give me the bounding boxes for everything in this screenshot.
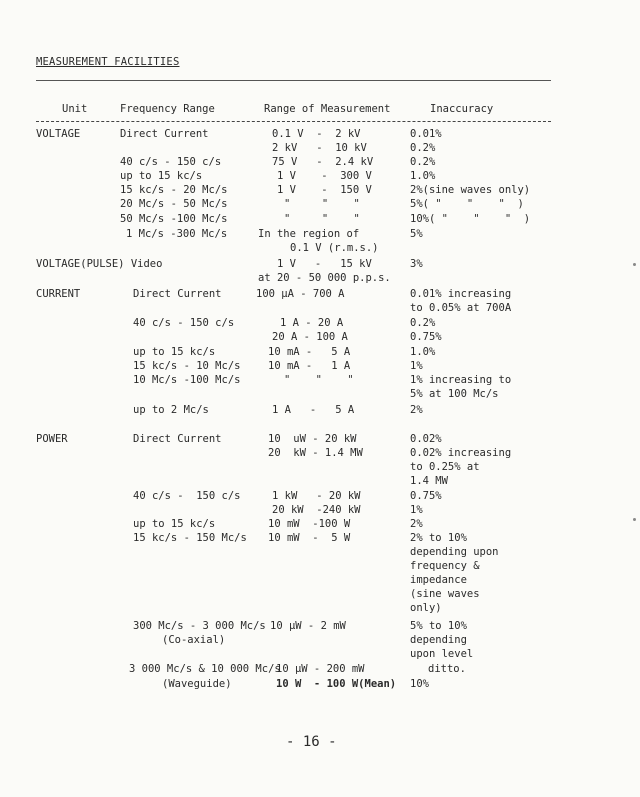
freq-cell: 40 c/s - 150 c/s: [120, 156, 222, 168]
inacc-cell: only): [410, 602, 442, 614]
range-cell: 10 µW - 2 mW: [270, 620, 346, 632]
range-cell: 10 mA - 1 A: [268, 360, 351, 372]
inacc-cell: impedance: [410, 574, 467, 586]
range-cell: " " ": [284, 198, 360, 210]
scan-speck: [633, 263, 636, 266]
header-unit: Unit: [62, 103, 88, 115]
scan-speck: [633, 518, 636, 521]
inacc-cell: 1% increasing to: [410, 374, 512, 386]
inacc-cell: 5% to 10%: [410, 620, 467, 632]
inacc-cell: 1.0%: [410, 346, 436, 358]
inacc-cell: 0.02%: [410, 433, 442, 445]
inacc-cell: depending: [410, 634, 467, 646]
range-cell: 10 mA - 5 A: [268, 346, 351, 358]
freq-cell: 3 000 Mc/s & 10 000 Mc/s: [129, 663, 281, 675]
range-cell: 75 V - 2.4 kV: [272, 156, 374, 168]
inacc-cell: 5% at 100 Mc/s: [410, 388, 499, 400]
inacc-cell: 0.02% increasing: [410, 447, 512, 459]
inacc-cell: 0.75%: [410, 490, 442, 502]
range-cell: 10 mW -100 W: [268, 518, 351, 530]
freq-cell: Direct Current: [133, 288, 222, 300]
inacc-cell: 1.4 MW: [410, 475, 448, 487]
header-inaccuracy: Inaccuracy: [430, 103, 494, 115]
unit-current: CURRENT: [36, 288, 81, 300]
range-cell: 10 mW - 5 W: [268, 532, 351, 544]
range-cell: 10 µW - 200 mW: [276, 663, 365, 675]
freq-cell: 15 kc/s - 150 Mc/s: [133, 532, 247, 544]
range-cell: " " ": [284, 213, 360, 225]
freq-cell: 50 Mc/s -100 Mc/s: [120, 213, 228, 225]
range-cell: 20 kW - 1.4 MW: [268, 447, 363, 459]
range-cell: 20 kW -240 kW: [272, 504, 361, 516]
range-cell: In the region of: [258, 228, 360, 240]
inacc-cell: 5%( " " " ): [410, 198, 524, 210]
header-rule: [36, 121, 551, 122]
freq-cell: 40 c/s - 150 c/s: [133, 317, 235, 329]
freq-cell: (Co-axial): [162, 634, 226, 646]
range-cell: 100 µA - 700 A: [256, 288, 345, 300]
freq-cell: 40 c/s - 150 c/s: [133, 490, 241, 502]
range-cell: 10 W - 100 W(Mean): [276, 678, 397, 690]
freq-cell: up to 15 kc/s: [120, 170, 203, 182]
freq-cell: Direct Current: [133, 433, 222, 445]
inacc-cell: 10%: [410, 678, 429, 690]
freq-cell: 1 Mc/s -300 Mc/s: [126, 228, 228, 240]
inacc-cell: 0.2%: [410, 317, 436, 329]
range-cell: 2 kV - 10 kV: [272, 142, 367, 154]
page-number: - 16 -: [286, 734, 337, 750]
freq-cell: 20 Mc/s - 50 Mc/s: [120, 198, 228, 210]
page-title: MEASUREMENT FACILITIES: [36, 56, 180, 68]
inacc-cell: 5%: [410, 228, 423, 240]
freq-cell: (Waveguide): [162, 678, 232, 690]
range-cell: 1 kW - 20 kW: [272, 490, 361, 502]
inacc-cell: 2% to 10%: [410, 532, 467, 544]
inacc-cell: 10%( " " " ): [410, 213, 531, 225]
freq-cell: up to 2 Mc/s: [133, 404, 209, 416]
top-rule: [36, 80, 551, 81]
inacc-cell: frequency &: [410, 560, 480, 572]
unit-voltage: VOLTAGE: [36, 128, 81, 140]
range-cell: 1 V - 300 V: [277, 170, 372, 182]
inacc-cell: (sine waves: [410, 588, 480, 600]
range-cell: 0.1 V (r.m.s.): [290, 242, 379, 254]
range-cell: 1 A - 20 A: [280, 317, 344, 329]
freq-cell: up to 15 kc/s: [133, 518, 216, 530]
header-range: Range of Measurement: [264, 103, 391, 115]
freq-cell: up to 15 kc/s: [133, 346, 216, 358]
freq-cell: 15 kc/s - 20 Mc/s: [120, 184, 228, 196]
header-frequency: Frequency Range: [120, 103, 215, 115]
range-cell: 1 V - 15 kV: [277, 258, 372, 270]
range-cell: " " ": [284, 374, 354, 386]
inacc-cell: 0.01% increasing: [410, 288, 512, 300]
inacc-cell: 2%: [410, 404, 423, 416]
inacc-cell: upon level: [410, 648, 474, 660]
inacc-cell: ditto.: [428, 663, 466, 675]
inacc-cell: 0.01%: [410, 128, 442, 140]
range-cell: at 20 - 50 000 p.p.s.: [258, 272, 391, 284]
inacc-cell: 0.75%: [410, 331, 442, 343]
freq-cell: 300 Mc/s - 3 000 Mc/s: [133, 620, 266, 632]
inacc-cell: 2%: [410, 518, 423, 530]
range-cell: 10 uW - 20 kW: [268, 433, 357, 445]
inacc-cell: 1.0%: [410, 170, 436, 182]
inacc-cell: to 0.25% at: [410, 461, 480, 473]
inacc-cell: depending upon: [410, 546, 499, 558]
inacc-cell: to 0.05% at 700A: [410, 302, 512, 314]
unit-voltage-pulse: VOLTAGE(PULSE) Video: [36, 258, 163, 270]
freq-cell: Direct Current: [120, 128, 209, 140]
range-cell: 20 A - 100 A: [272, 331, 348, 343]
inacc-cell: 1%: [410, 360, 423, 372]
range-cell: 1 V - 150 V: [277, 184, 372, 196]
inacc-cell: 2%(sine waves only): [410, 184, 531, 196]
freq-cell: 10 Mc/s -100 Mc/s: [133, 374, 241, 386]
inacc-cell: 0.2%: [410, 142, 436, 154]
inacc-cell: 3%: [410, 258, 423, 270]
inacc-cell: 1%: [410, 504, 423, 516]
freq-cell: 15 kc/s - 10 Mc/s: [133, 360, 241, 372]
range-cell: 0.1 V - 2 kV: [272, 128, 361, 140]
range-cell: 1 A - 5 A: [272, 404, 355, 416]
unit-power: POWER: [36, 433, 68, 445]
inacc-cell: 0.2%: [410, 156, 436, 168]
